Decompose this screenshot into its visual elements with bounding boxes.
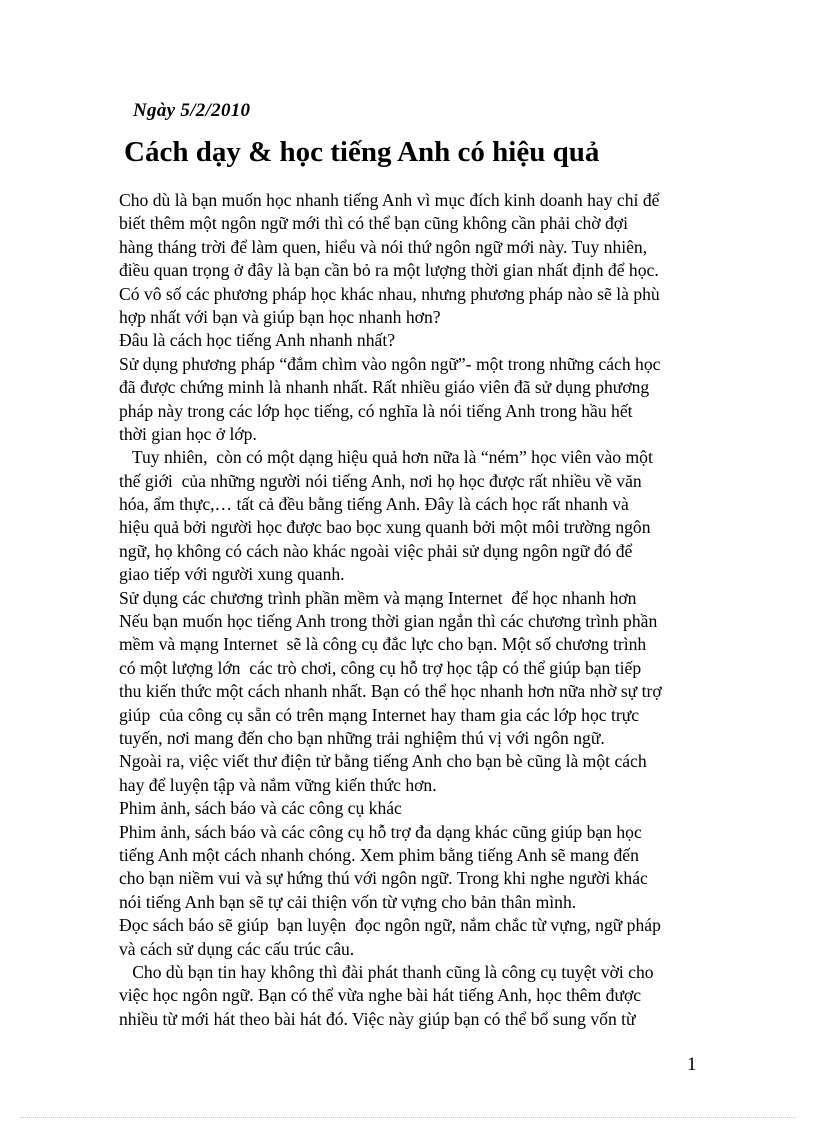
text-line: hiệu quả bởi người học được bao bọc xung quanh bởi một môi trường ngôn xyxy=(119,517,651,538)
text-line: ngữ, họ không có cách nào khác ngoài việc phải sử dụng ngôn ngữ đó để xyxy=(119,540,633,561)
document-date: Ngày 5/2/2010 xyxy=(133,100,251,121)
text-line: thu kiến thức một cách nhanh nhất. Bạn có thể học nhanh hơn nữa nhờ sự trợ xyxy=(119,681,662,702)
text-line: mềm và mạng Internet sẽ là công cụ đắc lực cho bạn. Một số chương trình xyxy=(119,634,647,655)
text-line: Đọc sách báo sẽ giúp bạn luyện đọc ngôn ngữ, nắm chắc từ vựng, ngữ pháp xyxy=(119,915,661,936)
text-line: Cho dù bạn tin hay không thì đài phát thanh cũng là công cụ tuyệt vời cho xyxy=(119,961,654,982)
text-line: biết thêm một ngôn ngữ mới thì có thể bạn cũng không cần phải chờ đợi xyxy=(119,213,628,234)
text-line: Đâu là cách học tiếng Anh nhanh nhất? xyxy=(119,330,396,351)
text-line: Có vô số các phương pháp học khác nhau, nhưng phương pháp nào sẽ là phù xyxy=(119,283,660,304)
text-line: có một lượng lớn các trò chơi, công cụ hỗ trợ học tập có thể giúp bạn tiếp xyxy=(119,657,642,678)
body-text xyxy=(119,189,719,1031)
text-line: Cho dù là bạn muốn học nhanh tiếng Anh vì mục đích kinh doanh hay chỉ để xyxy=(119,190,660,210)
text-line: và cách sử dụng các cấu trúc câu. xyxy=(119,938,355,959)
text-line: nhiều từ mới hát theo bài hát đó. Việc này giúp bạn có thể bổ sung vốn từ xyxy=(119,1008,636,1029)
text-line: thế giới của những người nói tiếng Anh, nơi họ học được rất nhiều về văn xyxy=(119,470,642,491)
text-line: Ngoài ra, việc viết thư điện tử bằng tiếng Anh cho bạn bè cũng là một cách xyxy=(119,751,647,772)
document-title: Cách dạy & học tiếng Anh có hiệu quả xyxy=(124,136,600,168)
page-number: 1 xyxy=(687,1054,697,1075)
text-line: Phim ảnh, sách báo và các công cụ hỗ trợ đa dạng khác cũng giúp bạn học xyxy=(119,821,642,842)
text-line: pháp này trong các lớp học tiếng, có nghĩa là nói tiếng Anh trong hầu hết xyxy=(119,400,633,421)
text-line: việc học ngôn ngữ. Bạn có thể vừa nghe bài hát tiếng Anh, học thêm được xyxy=(119,985,642,1006)
text-line: hàng tháng trời để làm quen, hiểu và nói thứ ngôn ngữ mới này. Tuy nhiên, xyxy=(119,236,648,257)
text-line: Sử dụng các chương trình phần mềm và mạng Internet để học nhanh hơn xyxy=(119,587,637,608)
text-line: hóa, ẩm thực,… tất cả đều bằng tiếng Anh. Đây là cách học rất nhanh và xyxy=(119,494,629,515)
text-line: Nếu bạn muốn học tiếng Anh trong thời gian ngắn thì các chương trình phần xyxy=(119,611,658,632)
text-line: giao tiếp với người xung quanh. xyxy=(119,564,345,585)
text-line: đã được chứng minh là nhanh nhất. Rất nhiều giáo viên đã sử dụng phương xyxy=(119,377,650,398)
text-line: tuyến, nơi mang đến cho bạn những trải nghiệm thú vị với ngôn ngữ. xyxy=(119,727,605,748)
text-line: cho bạn niềm vui và sự hứng thú với ngôn ngữ. Trong khi nghe người khác xyxy=(119,868,648,889)
text-line: thời gian học ở lớp. xyxy=(119,423,257,444)
text-line: Phim ảnh, sách báo và các công cụ khác xyxy=(119,798,402,819)
footer-dotted-rule xyxy=(20,1117,796,1118)
text-line: hay để luyện tập và nắm vững kiến thức hơn. xyxy=(119,774,437,795)
text-line: tiếng Anh một cách nhanh chóng. Xem phim bằng tiếng Anh sẽ mang đến xyxy=(119,844,639,865)
text-line: nói tiếng Anh bạn sẽ tự cải thiện vốn từ vựng cho bản thân mình. xyxy=(119,891,577,912)
text-line: hợp nhất với bạn và giúp bạn học nhanh hơn? xyxy=(119,306,441,327)
text-line: Sử dụng phương pháp “đắm chìm vào ngôn ngữ”- một trong những cách học xyxy=(119,353,661,374)
text-line: điều quan trọng ở đây là bạn cần bỏ ra một lượng thời gian nhất định để học. xyxy=(119,260,659,281)
text-line: giúp của công cụ sẵn có trên mạng Internet hay tham gia các lớp học trực xyxy=(119,704,640,725)
text-line: Tuy nhiên, còn có một dạng hiệu quả hơn nữa là “ném” học viên vào một xyxy=(119,447,653,468)
